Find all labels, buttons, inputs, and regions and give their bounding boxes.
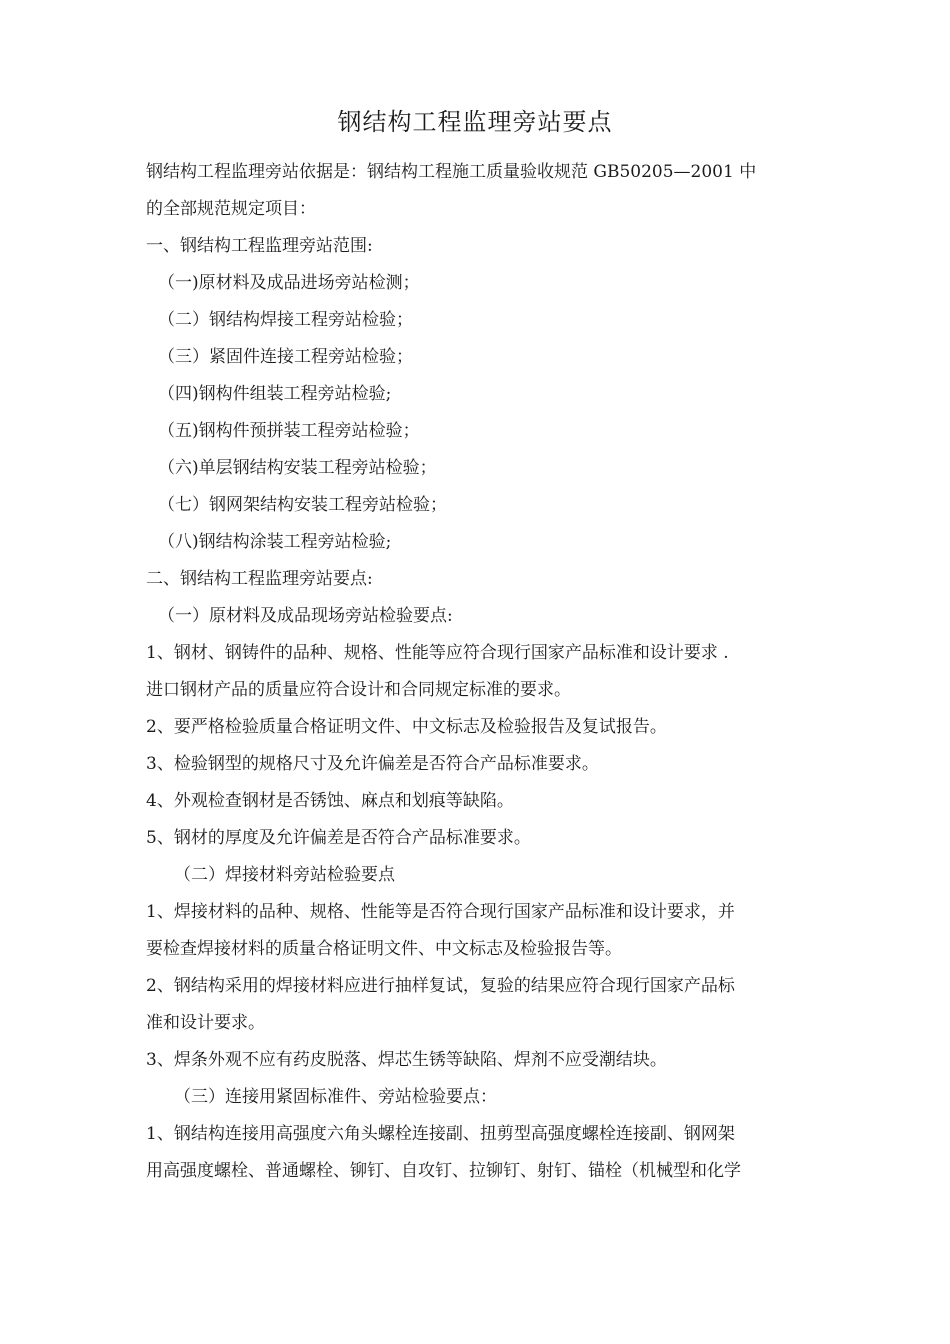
- body-line: 进口钢材产品的质量应符合设计和合同规定标准的要求。: [146, 680, 571, 700]
- scope-item-1: （一)原材料及成品进场旁站检测；: [158, 273, 420, 293]
- body-line: 2、钢结构采用的焊接材料应进行抽样复试，复验的结果应符合现行国家产品标: [146, 976, 735, 996]
- body-line: 1、焊接材料的品种、规格、性能等是否符合现行国家产品标准和设计要求，并: [146, 902, 735, 922]
- subsection-heading-1: （一）原材料及成品现场旁站检验要点:: [158, 606, 453, 626]
- section-heading-2: 二、钢结构工程监理旁站要点:: [146, 569, 373, 589]
- body-line: 准和设计要求。: [146, 1013, 265, 1033]
- body-line: 1、钢材、钢铸件的品种、规格、性能等应符合现行国家产品标准和设计要求 .: [146, 643, 729, 663]
- subsection-heading-3: （三）连接用紧固标准件、旁站检验要点：: [174, 1087, 497, 1107]
- body-line: 2、要严格检验质量合格证明文件、中文标志及检验报告及复试报告。: [146, 717, 667, 737]
- scope-item-4: （四)钢构件组装工程旁站检验;: [158, 384, 392, 404]
- scope-item-3: （三）紧固件连接工程旁站检验；: [158, 347, 413, 367]
- body-line: 1、钢结构连接用高强度六角头螺栓连接副、扭剪型高强度螺栓连接副、钢网架: [146, 1124, 735, 1144]
- body-line: 用高强度螺栓、普通螺栓、铆钉、自攻钉、拉铆钉、射钉、锚栓（机械型和化学: [146, 1161, 741, 1181]
- scope-item-2: （二）钢结构焊接工程旁站检验；: [158, 310, 413, 330]
- body-line: 3、焊条外观不应有药皮脱落、焊芯生锈等缺陷、焊剂不应受潮结块。: [146, 1050, 667, 1070]
- scope-item-5: （五)钢构件预拼装工程旁站检验；: [158, 421, 420, 441]
- body-line: 4、外观检查钢材是否锈蚀、麻点和划痕等缺陷。: [146, 791, 514, 811]
- body-line: 要检查焊接材料的质量合格证明文件、中文标志及检验报告等。: [146, 939, 622, 959]
- section-heading-1: 一、钢结构工程监理旁站范围:: [146, 236, 373, 256]
- scope-item-8: （八)钢结构涂装工程旁站检验;: [158, 532, 392, 552]
- subsection-heading-2: （二）焊接材料旁站检验要点: [174, 865, 395, 885]
- body-line: 3、检验钢型的规格尺寸及允许偏差是否符合产品标准要求。: [146, 754, 599, 774]
- scope-item-7: （七）钢网架结构安装工程旁站检验；: [158, 495, 447, 515]
- body-line: 5、钢材的厚度及允许偏差是否符合产品标准要求。: [146, 828, 531, 848]
- scope-item-6: （六)单层钢结构安装工程旁站检验；: [158, 458, 437, 478]
- page-title: 钢结构工程监理旁站要点: [337, 108, 613, 136]
- intro-line-1: 钢结构工程监理旁站依据是：钢结构工程施工质量验收规范 GB50205—2001 中: [146, 162, 757, 182]
- intro-line-2: 的全部规范规定项目：: [146, 199, 316, 219]
